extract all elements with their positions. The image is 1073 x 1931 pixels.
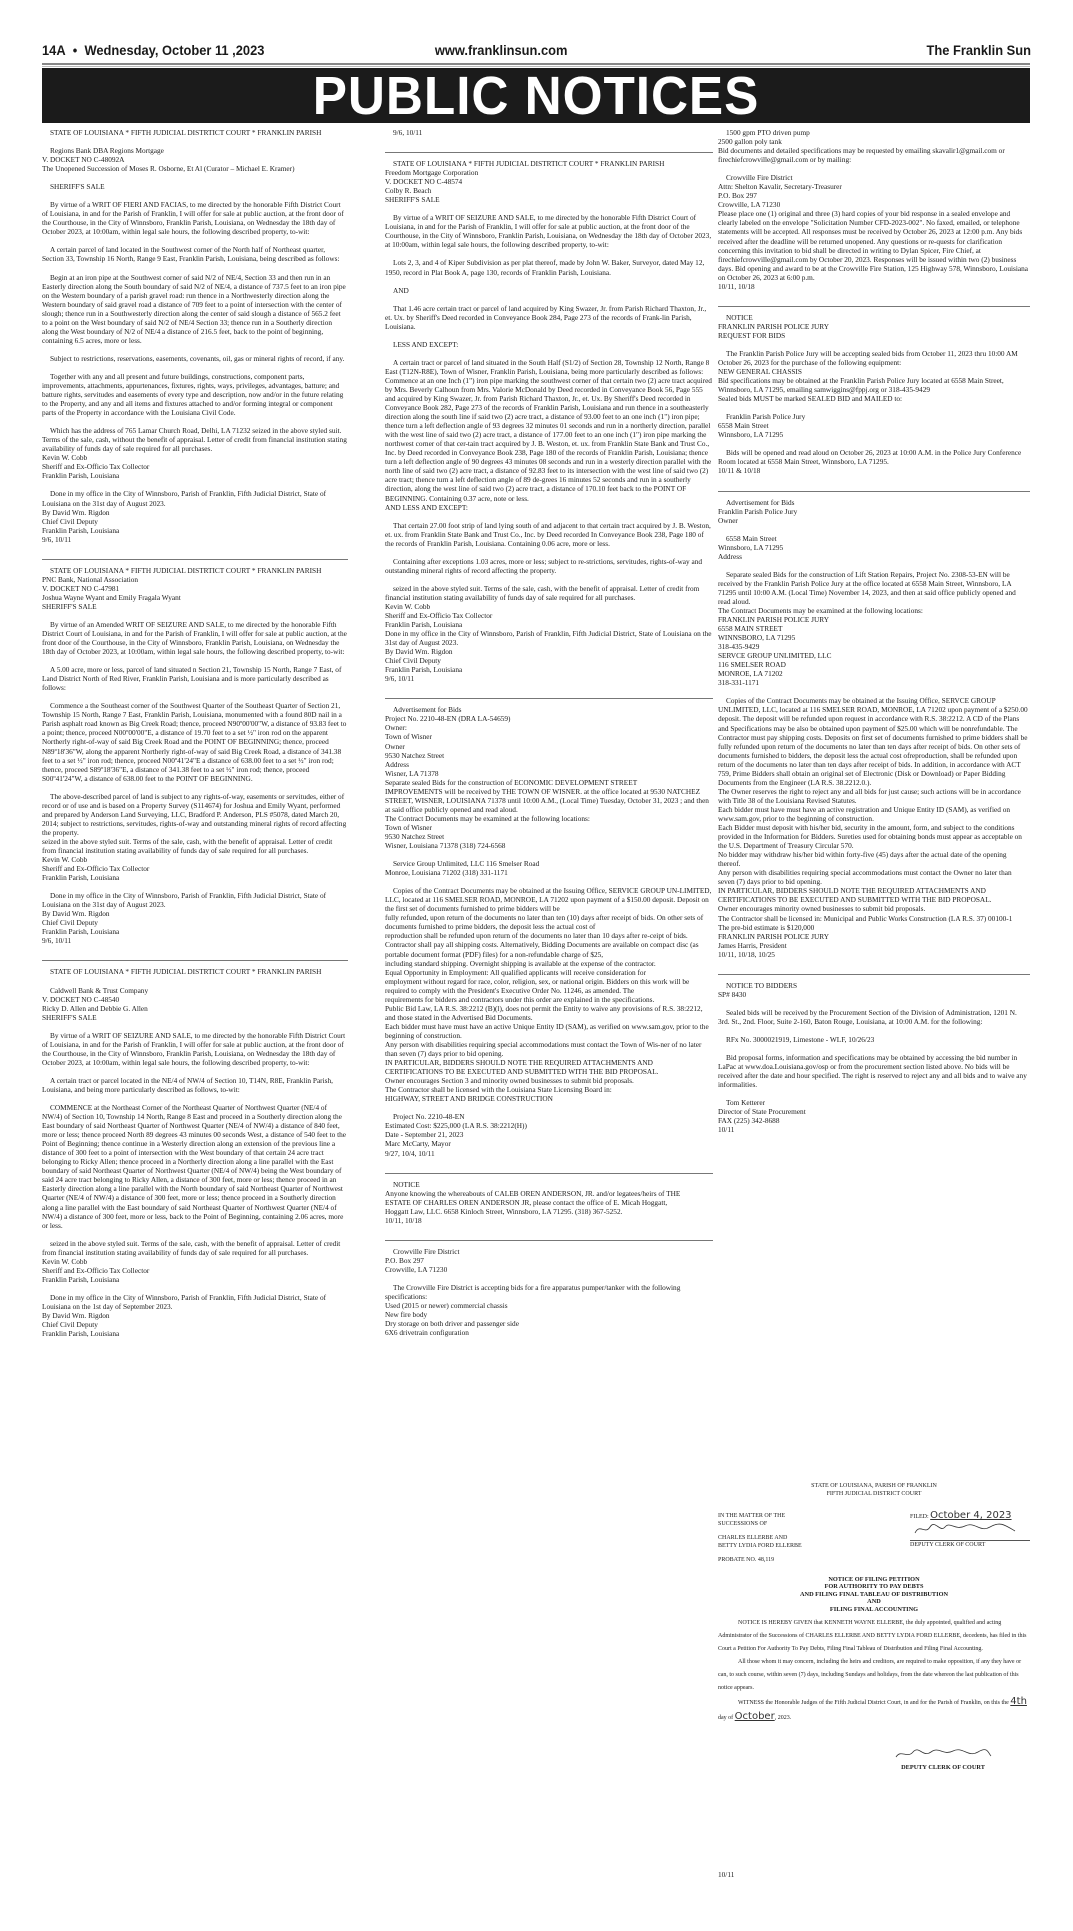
signature-icon [910,1521,1020,1537]
notice-paragraph: seized in the above styled suit. Terms of the sale, cash, with the benefit of appraisal. Letter of credit from financial institution stating availability of funds day of sale required for all purchases. Kevin W. Cobb Sheriff and Ex-Officio Tax Collector Franklin Parish, Louisiana Done in my office in the City of Winnsboro, Parish of Franklin, Fifth Judicial District, State of Louisiana on the 31st day of August 2023. By David Wm. Rigdon Chief Civil Deputy Franklin Parish, Louisiana 9/6, 10/11 [385,583,712,684]
notice-paragraph: SHERIFF'S SALE [50,182,105,192]
notice-paragraph: Which has the address of 765 Lamar Church Road, Delhi, LA 71232 seized in the above styled suit. Terms of the sale, cash, without the benefit of appraisal. Letter of credit from financial institution stating availability of funds day of sale required for all purchases. Kevin W. Cobb Sheriff and Ex-Officio Tax Collector Franklin Parish, Louisiana [42,426,347,481]
legal-notice [718,306,1030,491]
notice-paragraph: Together with any and all present and future buildings, constructions, component parts, improvements, attachments, appurtenances, fixtures, rights, ways, privileges, advantages, batture; and batture rights, servitudes and easements of every type and description, now and/or in the future relating to the Property, and any and all items and fixtures attached to and/or forming integral or component parts of the Property in accordance with the Louisiana Civil Code. [42,371,344,418]
legal-notice [385,1173,713,1240]
probate-notice-scan [718,1482,1030,1812]
website[interactable]: www.franklinsun.com [434,42,568,58]
notice-paragraph: Copies of the Contract Documents may be obtained at the Issuing Office, SERVICE GROUP UN-LIMITED, LLC, located at 116 SMELSER ROAD, MONROE, LA 71202 upon payment of a $150.00 deposit. Deposit on the first set of documents furnished to prime bidders will be fully refunded, upon return of the documents no later than ten (10) days after receipt of bids. On other sets of documents furnished to prime bidders, the deposit less the actual cost of reproduction shall be refunded upon return of the documents no later than 10 days after re-ceipt of bids. Contractor shall pay all shipping costs. Alternatively, Bidding Documents are available on compact disc (as portable document format (PDF) files) for a non-refundable charge of $25, including standard shipping. Overnight shipping is available at the expense of the contractor. Equal Opportunity in Employment: All qualified applicants will receive consideration for employment without regard for race, color, religion, sex, or national origin. Bidders on this work will be required to comply with the President's Executive Order No. 11246, as amended. The requirements for bidders and contractors under this order are explained in the specifications. Public Bid Law, LA R.S. 38:2212 (B)(l), does not permit the Entity to waive any provisions of R.S. 38:2212, and those stated in the Advertised Bid Documents. Each bidder must have must have an active Unique Entity ID (SAM), as verified on www.sam.gov, prior to the beginning of construction. Any person with disabilities requiring special accommodations must contact the Town of Wis-ner of no later than seven (7) days prior to bid opening. IN PARTICULAR, BIDDERS SHOULD NOTE THE REQUIRED ATTACHMENTS AND CERTIFICATIONS TO BE EXECUTED AND SUBMITTED WITH THE BID PROPOSAL. Owner encourages Section 3 and minority owned businesses to submit bid proposals. The Contractor shall be licensed with the Louisiana State Licensing Board in: HIGHWAY, STREET AND BRIDGE CONSTRUCTION [385,886,712,1104]
notice-paragraph: Sealed bids will be received by the Procurement Section of the Division of Administration, 1201 N. 3rd. St., 2nd. Floor, Suite 2-160, Baton Rouge, Louisiana, at 10:00 A.M. for the following: [718,1007,1017,1026]
notice-paragraph: Tom Ketterer Director of State Procurement FAX (225) 342-8688 10/11 [718,1098,806,1135]
matter: IN THE MATTER OF THE SUCCESSIONS OF [718,1513,786,1527]
page-date: 14A • Wednesday, October 11 ,2023 [42,42,265,58]
notice-paragraph: Bids will be opened and read aloud on October 26, 2023 at 10:00 A.M. in the Police Jury Conference Room located at 6558 Main Street, Winnsboro, LA 71295. 10/11 & 10/18 [718,448,1022,476]
masthead [42,40,1031,60]
legal-notice [42,126,348,559]
probate-para: All those whom it may concern, including the heirs and creditors, are required to make opposition, if any they have or can, to such course, within seven (7) days, including Sundays and holidays, from the date whereon the last publication of this notice appears. [718,1659,1022,1692]
notice-paragraph: 9/6, 10/11 [393,128,423,137]
legal-notice [385,152,713,698]
notice-paragraph: Project No. 2210-48-EN Estimated Cost: $225,000 (LA R.S. 38:2212(H)) Date - September 21, 2023 Marc McCarty, Mayor 9/27, 10/4, 10/11 [385,1112,527,1158]
notice-paragraph: Containing after exceptions 1.03 acres, more or less; subject to re-strictions, servitudes, rights-of-way and outstanding mineral rights of record affecting the property. [385,556,703,575]
probate-title: NOTICE OF FILING PETITION FOR AUTHORITY TO PAY DEBTS AND FILING FINAL TABLEAU OF DISTRIBUTION AND FILING FINAL ACCOUNTING [799,1576,949,1613]
notice-paragraph: RFx No. 3000021919, Limestone - WLF, 10/26/23 [726,1034,875,1044]
notice-paragraph: Regions Bank DBA Regions Mortgage V. DOCKET NO C-48092A The Unopened Succession of Moses R. Osborne, Et Al (Curator – Michael E. Kramer) [42,146,295,174]
notice-paragraph: LESS AND EXCEPT: [393,339,459,349]
notice-paragraph: A certain tract or parcel located in the NE/4 of NW/4 of Section 10, T14N, R8E, Franklin Parish, Louisiana, and being more particularly described as follows, to-wit: [42,1075,333,1094]
notice-paragraph: Done in my office in the City of Winnsboro, Parish of Franklin, Fifth Judicial District, State of Louisiana on the 1st day of September 2023. By David Wm. Rigdon Chief Civil Deputy Franklin Parish, Louisiana [42,1292,327,1339]
notice-paragraph: Begin at an iron pipe at the Southwest corner of said N/2 of NE/4, Section 33 and then run in an Easterly direction along the South boundary of said N/2 of NE/4, a distance of 737.5 feet to an iron pipe on the Western boundary of a parish gravel road: run thence in a Northwesterly direction along the Western boundary of said gravel road a distance of 709 feet to a point of intersection with the center of slough; thence run in a Southwesterly direction along the center of said slough a distance of 565.2 feet to a point on the West boundary of said N/2 of NE/4 Section 33; thence run in a Southerly direction along the West boundary of N/2 of NE/4 a distance of 216.5 feet, back to the point of beginning, containing 6.5 acres, more or less. [42,272,346,345]
court-line: FIFTH JUDICIAL DISTRICT COURT [826,1491,922,1497]
legal-notice [42,559,348,961]
notice-paragraph: Crowville Fire District P.O. Box 297 Crowville, LA 71230 [385,1246,460,1274]
notice-paragraph: seized in the above styled suit. Terms of the sale, cash, with the benefit of appraisal. Letter of credit from financial institution stating availability of funds day of sale required for all purchases. Kevin W. Cobb Sheriff and Ex-Officio Tax Collector Franklin Parish, Louisiana [42,1238,341,1284]
notice-paragraph: Copies of the Contract Documents may be obtained at the Issuing Office, SERVCE GROUP UNLIMITED, LLC, located at 116 SMELSER ROAD, MONROE, LA 71202 upon payment of a $250.00 deposit. The deposit will be refunded upon request in accordance with R.S. 38:2212. A CD of the Plans and Specifications may be also be obtained upon payment of $25.00 which will be nonrefundable. The Contractor must pay shipping costs. Deposits on first set of documents furnished to prime bidders shall be fully refunded upon return of the documents no later than ten days after receipt of bids. On other sets of documents furnished to bidders, the deposit less the actual cost ofreproduction, shall be refunded upon return of the documents no later than ten days after receipt of bids. In addition, in accordance with ACT 759, Prime Bidders shall obtain an original set of Electronic (Disk or Download) or Paper Bidding Documents from the Engineer (LA R.S. 38.2212.0.). The Owner reserves the right to reject any and all bids for just cause; such actions will be in accordance with Title 38 of the Louisiana Revised Statutes. Each bidder must have must have an active registration and Unique Entity ID (SAM), as verified on www.sam.gov, prior to the beginning of construction. Each Bidder must deposit with his/her bid, security in the amount, form, and subject to the conditions provided in the Information for Bidders. Sureties used for obtaining bonds must appear as acceptable on the U.S. Department of Treasury Circular 570. No bidder may withdraw his/her bid within forty-five (45) days after the actual date of the opening thereof. Any person with disabilities requiring special accommodations must contact the Owner no later than seven (7) days prior to bid opening. IN PARTICULAR, BIDDERS SHOULD NOTE THE REQUIRED ATTACHMENTS AND CERTIFICATIONS TO BE EXECUTED AND SUBMITTED WITH THE BID PROPOSAL. Owner encourages minority owned businesses to submit bid proposals. The Contractor shall be licensed in: Municipal and Public Works Construction (LA R.S. 37) 00100-1 The pre-bid estimate is $120,000 FRANKLIN PARISH POLICE JURY James Harris, President 10/11, 10/18, 10/25 [718,696,1028,959]
parties: CHARLES ELLERBE AND BETTY LYDIA FORD ELLERBE [718,1535,802,1549]
legal-notice [42,960,348,1353]
notice-paragraph: NOTICE TO BIDDERS SP# 8430 [718,980,798,999]
filed-stamp: FILED: October 4, 2023 [910,1510,1012,1521]
notice-paragraph: Advertisement for Bids Franklin Parish Police Jury Owner [718,497,798,525]
court-line: STATE OF LOUISIANA, PARISH OF FRANKLIN [811,1483,937,1489]
notice-paragraph: By virtue of a WRIT OF SEIZURE AND SALE, to me directed by the honorable Fifth District Court of Louisiana, in and for the Parish of Franklin, I will offer for sale at public auction, at the front door of the Courthouse, in the City of Winnsboro, Franklin Parish, Louisiana, on Wednesday the 18th day of October 2023, at 10:00am, within legal sale hours, the following described property, to-wit: [42,1030,346,1067]
clerk-label: DEPUTY CLERK OF COURT [910,1540,1030,1549]
notice-paragraph: 6558 Main Street Winnsboro, LA 71295 Address [718,533,784,561]
legal-notice [718,974,1030,1150]
notice-paragraph: Done in my office in the City of Winnsboro, Parish of Franklin, Fifth Judicial District, State of Louisiana on the 31st day of August 2023. By David Wm. Rigdon Chief Civil Deputy Franklin Parish, Louisiana 9/6, 10/11 [42,891,327,946]
column-1 [42,126,348,1353]
notice-paragraph: Done in my office in the City of Winnsboro, Parish of Franklin, Fifth Judicial District, State of Louisiana on the 31st day of August 2023. By David Wm. Rigdon Chief Civil Deputy Franklin Parish, Louisiana 9/6, 10/11 [42,489,327,544]
probate-para: WITNESS the Honorable Judges of the Fifth Judicial District Court, in and for the Parish of Franklin, on this the 4th day of October, 2023. [718,1696,1027,1723]
notice-paragraph: NOTICE FRANKLIN PARISH POLICE JURY REQUEST FOR BIDS [718,312,830,340]
notice-paragraph: Lots 2, 3, and 4 of Kiper Subdivision as per plat thereof, made by John W. Baker, Surveyor, dated May 12, 1950, record in Plat Book A, page 130, records of Franklin Parish, Louisiana. [385,258,705,277]
notice-paragraph: By virtue of a WRIT OF FIERI AND FACIAS, to me directed by the honorable Fifth District Court of Louisiana, in and for the Parish of Franklin, I will offer for sale at public auction, at the front door of the Courthouse, in the City of Winnsboro, Franklin Parish, Louisiana, on Wednesday the 18th day of October 2023, at 10:00am, within legal sale hours, the following described property, to-wit: [42,200,344,237]
signature-icon [893,1747,993,1761]
notice-paragraph: A certain tract or parcel of land situated in the South Half (S1/2) of Section 28, Township 12 North, Range 8 East (T12N-R8E), Town of Wisner, Franklin Parish, Louisiana, being more particularly described as follows: Commence at an one Inch (1") iron pipe marking the southwest corner of that certain two (2) acre tract acquired by Mrs. Beverly Calhoun from Mrs. Valorie McDonald by Deed recorded in Conveyance Book 56, Page 555 and acquired by King Swazer, Jr. from Parish Richard Thaxton, Jr., et. Ux. By Sheriff's Deed recorded in Conveyance Book 282, Page 273 of the records of Franklin Parish, Louisiana and run thence in a southeasterly direction along the south line if said two (2) acre tract, a distance of 93.00 feet to an one inch (1") iron pipe; thence turn a left deflection angle of 93 degrees 32 minutes 01 seconds and run in a northerly direction, parallel with the west line of said two (2) acre tract, a distance of 177.00 feet to an one inch (1") iron pipe marking the northwest corner of that cer-tain tract acquired by J. B. Weston, et. ux. from Franklin State Bank and Trust Co., Inc. by Deed recorded in Conveyance Book 238, Page 180 of the records of Franklin Parish, Louisiana; thence turn a left deflection angle of 90 degrees 43 minutes 08 seconds and run in a westerly direction parallel with the north line of said two (2) acre tract, a distance of 92.83 feet to its intersection with the west line of said two (2) acre tract; thence turn a left deflection angle of 89 de-grees 16 minutes 52 seconds and run in a southerly direction, along the west line of said two (2) acre tract, a distance of 170.10 feet back to the POINT OF BEGINNING. Containing 0.37 acre, note or less. AND LESS AND EXCEPT: [385,357,712,512]
notice-paragraph: Caldwell Bank & Trust Company V. DOCKET NO C-48540 Ricky D. Allen and Debbie G. Allen SHERIFF'S SALE [42,985,149,1022]
probate-number: PROBATE NO. 48,119 [718,1557,775,1563]
notice-paragraph: The above-described parcel of land is subject to any rights-of-way, easements or servitudes, either of record or of use and is based on a Property Survey (S114674) for Joshua and Emily Wyant, performed and prepared by Anderson Land Surveying, LLC, Bradford P. Anderson, PLS #5078, dated March 20, 2014; subject to restrictions, servitudes, rights-of-way and outstanding mineral rights of record affecting the property. seized in the above styled suit. Terms of the sale, cash, with the benefit of appraisal. Letter of credit from financial institution stating availability of funds day of sale required for all purchases. Kevin W. Cobb Sheriff and Ex-Officio Tax Collector Franklin Parish, Louisiana [42,791,347,883]
run-dates: 10/11 [718,1870,735,1879]
notice-paragraph: Separate sealed Bids for the construction of Lift Station Repairs, Project No. 2308-53-EN will be received by the Franklin Parish Police Jury at the office located at 6558 Main Street, Winnsboro, LA 71295 until 10:00 A.M. (Local Time) November 14, 2023, and then at said office publicly opened and read aloud. The Contract Documents may be examined at the following locations: FRANKLIN PARISH POLICE JURY 6558 MAIN STREET WINNSBORO, LA 71295 318-435-9429 SERVCE GROUP UNLIMITED, LLC 116 SMELSER ROAD MONROE, LA 71202 318-331-1171 [718,569,1016,688]
legal-notice [718,491,1030,974]
notice-paragraph: Bid proposal forms, information and specifications may be obtained by accessing the bid number in LaPac at www.doa.Louisiana.gov/osp or from the procurement section listed above. No bids will be received after the date and hour specified. The right is reserved to reject any and all bids and to waive any informalities. [718,1052,1027,1090]
notice-paragraph: That 1.46 acre certain tract or parcel of land acquired by King Swazer, Jr. from Parish Richard Thaxton, Jr., et. Ux. by Sheriff's Deed recorded in Conveyance Book 284, Page 273 of the records of Frank-lin Parish, Louisiana. [385,303,707,331]
notice-paragraph: By virtue of an Amended WRIT OF SEIZURE AND SALE, to me directed by the honorable Fifth District Court of Louisiana, in and for the Parish of Franklin, I will offer for sale at public auction, at the front door of the Courthouse, in the City of Winnsboro, Franklin Parish, Louisiana, on Wednesday the 18th day of October 2023, at 10:00am, within legal sale hours, the following described property, to-wit: [42,619,347,657]
notice-paragraph: STATE OF LOUISIANA * FIFTH JUDICIAL DISTRTICT COURT * FRANKLIN PARISH Freedom Mortgage Corporation V. DOCKET NO C-48574 Colby R. Beach SHERIFF'S SALE [385,159,665,205]
section-banner [42,65,1030,126]
clerk-label: DEPUTY CLERK OF COURT [901,1764,985,1772]
notice-paragraph: The Franklin Parish Police Jury will be accepting sealed bids from October 11, 2023 thru 10:00 AM October 26, 2023 for the purchase of the following equipment: NEW GENERAL CHASSIS Bid specifications may be obtained at the Franklin Parish Police Jury located at 6558 Main Street, Winnsboro, LA 71295, emailing samwiggins@fppj.org or 318-435-9429 Sealed bids MUST be marked SEALED BID and MAILED to: [718,348,1018,404]
notice-paragraph: STATE OF LOUISIANA * FIFTH JUDICIAL DISTRTICT COURT * FRANKLIN PARISH [50,128,322,137]
legal-notice [385,126,713,152]
notice-paragraph: 1500 gpm PTO driven pump 2500 gallon poly tank Bid documents and detailed specifications may be requested by emailing skavalir1@gmail.com or firechiefcrowville@gmail.com or by mailing: [718,128,1005,165]
column-2 [385,126,713,1352]
notice-paragraph: Franklin Parish Police Jury 6558 Main Street Winnsboro, LA 71295 [718,412,806,440]
notice-paragraph: Service Group Unlimited, LLC 116 Smelser Road Monroe, Louisiana 71202 (318) 331-1171 [385,859,540,878]
section-title: PUBLIC NOTICES [312,65,760,126]
legal-notice [385,1240,713,1352]
legal-notice [385,698,713,1172]
notice-paragraph: The Crowville Fire District is accepting bids for a fire apparatus pumper/tanker with the following specifications: Used (2015 or newer) commercial chassis New fire body Dry storage on both driver and passenger side 6X6 drivetrain configuration [385,1282,681,1338]
notice-paragraph: By virtue of a WRIT OF SEIZURE AND SALE, to me directed by the honorable Fifth District Court of Louisiana, in and for the Parish of Franklin, I will offer for sale at public auction, at the front door of the Courthouse, in the City of Winnsboro, Franklin Parish, Louisiana, on Wednesday the 18th day of October 2023, at 10:00am, within legal sale hours, the following described property, to-wit: [385,213,712,250]
notice-paragraph: Commence a the Southeast corner of the Southwest Quarter of the Southeast Quarter of Section 21, Township 15 North, Range 7 East, Franklin Parish, Louisiana, monumented with a found 80D nail in a Parish asphalt road known as Big Creek Road; thence, proceed N90º00'00"W, a distance of 93.83 feet to a point; thence, proceed N00º00'00"E, a distance of 19.70 feet to a set ½" iron rod on the apparent Northerly right-of-way of said Big Creek Road and the POINT OF BEGINNING; thence, proceed N89º18'36"W, along the apparent Northerly right-of-way of said Big Creek Road, a distance of 341.38 feet to a set ½" iron rod; thence, proceed N00º41'24"E a distance of 638.00 feet to a set ½" iron rod; thence, proceed S89º18'36"E, a distance of 341.38 feet to a set ½" iron rod; thence, proceed S00º41'24"W, a distance of 638.00 feet to the POINT OF BEGINNING. [42,701,347,783]
notice-paragraph: Crowville Fire District Attn: Shelton Kavalir, Secretary-Treasurer P.O. Box 297 Crowville, LA 71230 Please place one (1) original and three (3) hard copies of your bid response in a sealed envelope and clearly labeled on the envelope "Solicitation Number CFD-2023-002". No faxed, emailed, or telephone statements will be accepted. All responses must be received by October 26, 2023 at 12:00 p.m. Any bids received after the deadline will be returned unopened. Any questions or re-quests for clarification concerning this invitation to bid shall be directed in writing to Dylan Spicer, Fire Chief, at firechiefcrowville@gmail.com by October 20, 2023. Responses will be issued within two (2) business days. Bid opening and award to be at the Crowville Fire Station, 125 Highway 578, Winnsboro, Louisiana on October 26, 2023 at 6:00 p.m. 10/11, 10/18 [718,173,1029,291]
notice-paragraph: A certain parcel of land located in the Southwest corner of the North half of Northeast quarter, Section 33, Township 16 North, Range 9 East, Franklin Parish, Louisiana, being described as follows: [42,245,340,264]
notice-paragraph: AND [393,285,409,295]
notice-paragraph: Advertisement for Bids Project No. 2210-48-EN (DRA LA-54659) Owner: Town of Wisner Owner 9530 Natchez Street Address Wisner, LA 71378 Separate sealed Bids for the construction of ECONOMIC DEVELOPMENT STREET IMPROVEMENTS will be received by THE TOWN OF WISNER. at the office located at 9530 NATCHEZ STREET, WISNER, LOUISIANA 71378 until 10:00 A.M., (Local Time) Tuesday, October 31, 2023 ; and then at said office publicly opened and read aloud. The Contract Documents may be examined at the following locations: Town of Wisner 9530 Natchez Street Wisner, Louisiana 71378 (318) 724-6568 [385,705,709,851]
paper-name: The Franklin Sun [926,42,1031,58]
notice-paragraph: STATE OF LOUISIANA * FIFTH JUDICIAL DISTRTICT COURT * FRANKLIN PARISH PNC Bank, National Association V. DOCKET NO C-47981 Joshua Wayne Wyant and Emily Fragala Wyant SHERIFF'S SALE [42,565,322,611]
notice-paragraph: Subject to restrictions, reservations, easements, covenants, oil, gas or mineral rights of record, if any. [50,353,345,363]
notice-paragraph: STATE OF LOUISIANA * FIFTH JUDICIAL DISTRTICT COURT * FRANKLIN PARISH [50,967,322,977]
notice-paragraph: That certain 27.00 foot strip of land lying south of and adjacent to that certain tract acquired by J. B. Weston, et. ux. from Franklin State Bank and Trust Co., Inc. by Deed recorded In Conveyance Book 238, Page 180 of the records of Franklin Parish, Louisiana. Containing 0.06 acre, more or less. [385,520,711,548]
probate-para: NOTICE IS HEREBY GIVEN that KENNETH WAYNE ELLERBE, the duly appointed, qualified and acting Administrator of the Successions of CHARLES ELLERBE AND BETTY LYDIA FORD ELLERBE, decedents, has filed in this Court a Petition For Authority To Pay Debts, Filing Final Tableau of Distribution and Filing Final Accounting. [718,1620,1027,1653]
notice-paragraph: NOTICE Anyone knowing the whereabouts of CALEB OREN ANDERSON, JR. and/or legatees/heirs of THE ESTATE OF CHARLES OREN ANDERSON JR, please contact the office of E. Micah Hoggatt, Hoggatt Law, LLC. 6658 Kinloch Street, Winnsboro, LA 71295. (318) 367-5252. 10/11, 10/18 [385,1179,681,1225]
column-3 [718,126,1030,1149]
notice-paragraph: COMMENCE at the Northeast Corner of the Northeast Quarter of Northwest Quarter (NE/4 of NW/4) of Section 10, Township 14 North, Range 8 East and proceed in a Southerly direction along the East boundary of said Northeast Quarter of Northwest Quarter (NE/4 of NW/4) a distance of 840 feet, more or less; thence proceed North 89 degrees 43 minutes 00 seconds West, a distance of 540 feet to the Point of Beginning; thence continue in a Westerly direction along an extension of the previous line a distance of 300 feet to a point of intersection with the West boundary of that certain 24 acre tract belonging to Ricky Allen; thence proceed in a Northerly direction along a line parallel with the East boundary of said Northeast Quarter of Northwest Quarter (NE/4 of NW/4) being the West boundary of said 24 acre tract belonging to Ricky Allen, a distance of 300 feet, more or less; thence proceed in an Easterly direction along a line parallel with the North boundary of said Northeast Quarter of Northwest Quarter (NE/4 of NW/4) a distance of 300 feet, more or less; thence proceed in a Southerly direction along a line parallel with the East boundary of said Northeast Quarter of Northwest Quarter (NE/4 of NW/4) a distance of 300 feet, more or less, back to the Point of Beginning, containing 2.06 acres, more or less. [42,1102,347,1230]
notice-paragraph: A 5.00 acre, more or less, parcel of land situated n Section 21, Township 15 North, Range 7 East, of Land District North of Red River, Franklin Parish, Louisiana and is more particularly described as follows: [42,665,342,693]
legal-notice [718,126,1030,306]
